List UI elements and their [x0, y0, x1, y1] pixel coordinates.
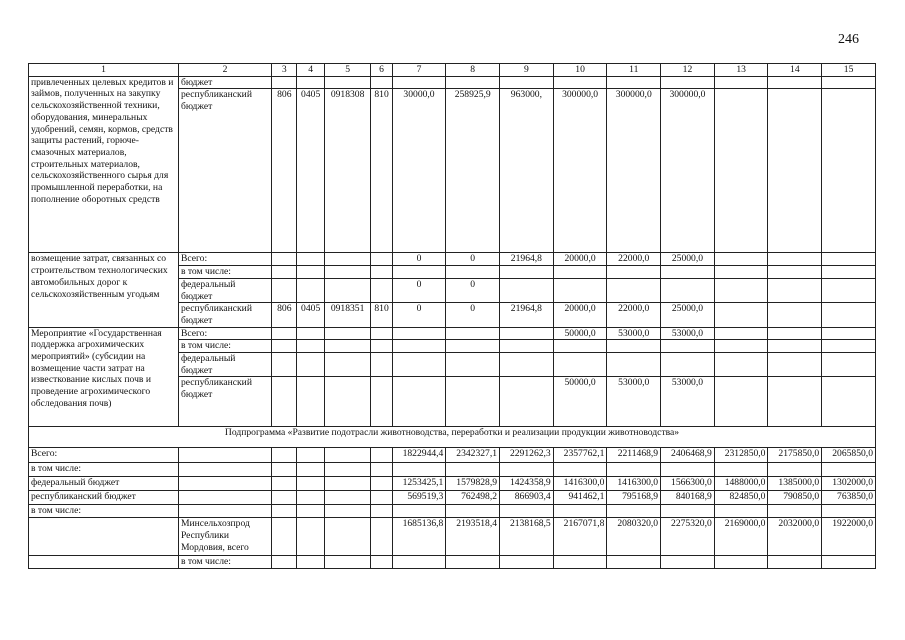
- cell: 25000,0: [661, 253, 715, 266]
- cell: 1416300,0: [607, 477, 661, 491]
- row-label: в том числе:: [29, 463, 179, 477]
- cell: 25000,0: [661, 303, 715, 327]
- cell: 2169000,0: [714, 518, 768, 556]
- col-header: 15: [822, 64, 876, 77]
- measure-name: привлеченных целевых кредитов и займов, полученных на закупку сельскохозяйственной техники, оборудования, минеральных удобрений, семян, кормов, средств защиты растений, горюче-смазочных материалов, строительных материалов, сельскохозяйственного сырья для промышленной переработки, на пополнение оборотных средств: [29, 76, 179, 253]
- col-header: 2: [178, 64, 271, 77]
- cell: 866903,4: [500, 491, 554, 505]
- measure-name: Мероприятие «Государственная поддержка агрохимических мероприятий» (субсидии на возмещение части затрат на известкование кислых почв и проведение агрохимического обследования почв): [29, 327, 179, 427]
- cell: 300000,0: [607, 89, 661, 253]
- budget-source: в том числе:: [178, 266, 271, 279]
- cell: 22000,0: [607, 303, 661, 327]
- col-header: 4: [297, 64, 324, 77]
- col-header: 12: [661, 64, 715, 77]
- cell: 21964,8: [500, 303, 554, 327]
- cell: 2138168,5: [500, 518, 554, 556]
- row-label: в том числе:: [178, 556, 271, 569]
- cell: 762498,2: [446, 491, 500, 505]
- cell: 763850,0: [822, 491, 876, 505]
- col-header: 11: [607, 64, 661, 77]
- cell: 300000,0: [553, 89, 607, 253]
- budget-source: республиканский бюджет: [178, 377, 271, 427]
- budget-source: федеральный бюджет: [178, 353, 271, 377]
- cell: 0: [392, 278, 446, 302]
- cell: 53000,0: [661, 327, 715, 340]
- col-header: 6: [371, 64, 392, 77]
- cell: 941462,1: [553, 491, 607, 505]
- cell: 1253425,1: [392, 477, 446, 491]
- cell: 810: [371, 89, 392, 253]
- cell: 258925,9: [446, 89, 500, 253]
- cell: 1566300,0: [661, 477, 715, 491]
- cell: 50000,0: [553, 327, 607, 340]
- cell: 1579828,9: [446, 477, 500, 491]
- table-row: [29, 448, 876, 463]
- row-label: Всего:: [29, 448, 179, 463]
- cell: 2193518,4: [446, 518, 500, 556]
- measure-name: возмещение затрат, связанных со строительством технологических автомобильных дорог к сельскохозяйственным угодьям: [29, 253, 179, 327]
- cell: 569519,3: [392, 491, 446, 505]
- subprogram-title: Подпрограмма «Развитие подотрасли животноводства, переработки и реализации продукции животноводства»: [29, 427, 876, 448]
- cell: 53000,0: [607, 327, 661, 340]
- table-row: [29, 76, 876, 89]
- col-header: 9: [500, 64, 554, 77]
- budget-source: федеральный бюджет: [178, 278, 271, 302]
- row-label: республиканский бюджет: [29, 491, 179, 505]
- table-row: [29, 477, 876, 491]
- cell: 22000,0: [607, 253, 661, 266]
- cell: 0: [392, 253, 446, 266]
- cell: 0918308: [324, 89, 371, 253]
- cell: 2065850,0: [822, 448, 876, 463]
- cell: 53000,0: [661, 377, 715, 427]
- cell: 806: [272, 89, 297, 253]
- cell: 0: [446, 253, 500, 266]
- row-label: Минсельхозпрод Республики Мордовия, всего: [178, 518, 271, 556]
- col-header: 10: [553, 64, 607, 77]
- cell: 0: [446, 303, 500, 327]
- cell: 840168,9: [661, 491, 715, 505]
- col-header: 13: [714, 64, 768, 77]
- cell: 300000,0: [661, 89, 715, 253]
- cell: 806: [272, 303, 297, 327]
- cell: 1416300,0: [553, 477, 607, 491]
- budget-source: Всего:: [178, 327, 271, 340]
- table-row: [29, 518, 876, 556]
- cell: 824850,0: [714, 491, 768, 505]
- budget-table: [28, 63, 876, 569]
- cell: 963000,: [500, 89, 554, 253]
- cell: 0405: [297, 303, 324, 327]
- cell: 20000,0: [553, 253, 607, 266]
- cell: 0: [392, 303, 446, 327]
- row-label: в том числе:: [29, 505, 179, 518]
- cell: 2275320,0: [661, 518, 715, 556]
- table-row: [29, 491, 876, 505]
- subprogram-row: [29, 427, 876, 448]
- budget-source: в том числе:: [178, 340, 271, 353]
- cell: 2032000,0: [768, 518, 822, 556]
- cell: 810: [371, 303, 392, 327]
- cell: 2175850,0: [768, 448, 822, 463]
- cell: 2291262,3: [500, 448, 554, 463]
- col-header: 5: [324, 64, 371, 77]
- cell: 2167071,8: [553, 518, 607, 556]
- budget-source: Всего:: [178, 253, 271, 266]
- col-header: 1: [29, 64, 179, 77]
- column-number-row: [29, 64, 876, 77]
- budget-source: бюджет: [178, 76, 271, 89]
- cell: 20000,0: [553, 303, 607, 327]
- cell: 2312850,0: [714, 448, 768, 463]
- cell: 1385000,0: [768, 477, 822, 491]
- cell: 53000,0: [607, 377, 661, 427]
- cell: 2357762,1: [553, 448, 607, 463]
- col-header: 8: [446, 64, 500, 77]
- col-header: 3: [272, 64, 297, 77]
- col-header: 7: [392, 64, 446, 77]
- cell: 1424358,9: [500, 477, 554, 491]
- cell: 1685136,8: [392, 518, 446, 556]
- col-header: 14: [768, 64, 822, 77]
- cell: 21964,8: [500, 253, 554, 266]
- cell: 2342327,1: [446, 448, 500, 463]
- cell: 30000,0: [392, 89, 446, 253]
- cell: 1302000,0: [822, 477, 876, 491]
- cell: 2211468,9: [607, 448, 661, 463]
- cell: 2080320,0: [607, 518, 661, 556]
- table-row: [29, 327, 876, 340]
- cell: 2406468,9: [661, 448, 715, 463]
- cell: 0: [446, 278, 500, 302]
- cell: 795168,9: [607, 491, 661, 505]
- cell: 1822944,4: [392, 448, 446, 463]
- page-number: 246: [838, 32, 859, 47]
- table-row: [29, 463, 876, 477]
- cell: 1488000,0: [714, 477, 768, 491]
- cell: 1922000,0: [822, 518, 876, 556]
- cell: 0405: [297, 89, 324, 253]
- budget-source: республиканский бюджет: [178, 89, 271, 253]
- budget-source: республиканский бюджет: [178, 303, 271, 327]
- table-row: [29, 505, 876, 518]
- cell: 790850,0: [768, 491, 822, 505]
- row-label: федеральный бюджет: [29, 477, 179, 491]
- table-row: [29, 253, 876, 266]
- cell: 0918351: [324, 303, 371, 327]
- table-row: [29, 556, 876, 569]
- cell: 50000,0: [553, 377, 607, 427]
